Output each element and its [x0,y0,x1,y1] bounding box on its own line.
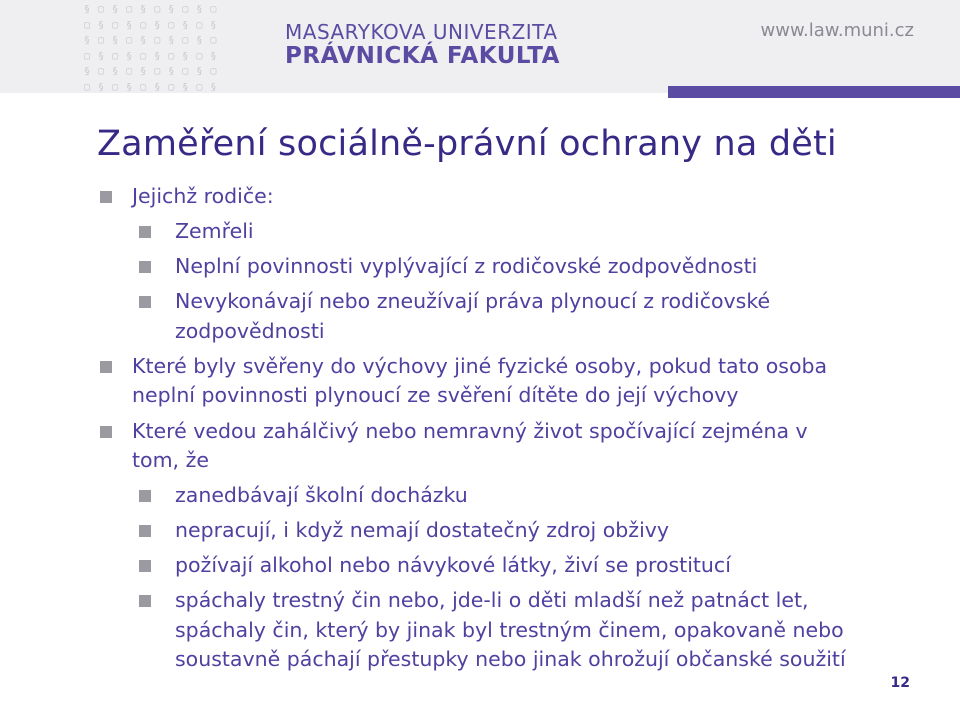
square-bullet-icon [139,296,151,308]
list-item-line: Nevykonávají nebo zneužívají práva plynoucí z rodičovské [175,289,771,314]
square-bullet-icon [139,595,151,607]
sub-list-item [175,551,731,581]
website-url[interactable]: www.law.muni.cz [760,20,914,41]
list-item-line: Které byly svěřeny do výchovy jiné fyzické osoby, pokud tato osoba [132,353,828,378]
list-item-line: Které vedou zahálčivý nebo nemravný život spočívající zejména v [132,418,808,443]
list-item-line: spáchaly trestný čin nebo, jde-li o děti mladší než patnáct let, [175,588,809,613]
sub-list-item [175,287,770,346]
square-bullet-icon [139,490,151,502]
list-item-line: zanedbávají školní docházku [175,483,468,508]
square-bullet-icon [100,426,112,438]
list-item-line: Zemřeli [175,219,254,244]
slide-title: Zaměření sociálně-právní ochrany na děti [97,124,837,164]
list-item-line: požívají alkohol nebo návykové látky, živí se prostitucí [175,553,731,578]
list-item-line: Neplní povinnosti vyplývající z rodičovské zodpovědnosti [175,254,758,279]
square-bullet-icon [139,560,151,572]
list-item-line: spáchaly čin, který by jinak byl trestným činem, opakovaně nebo [175,617,844,642]
list-item-line: soustavně páchají přestupky nebo jinak ohrožují občanské soužití [175,647,846,672]
header-band [0,0,960,93]
university-name: MASARYKOVA UNIVERZITA [285,20,558,44]
square-bullet-icon [100,361,112,373]
sub-list-item [175,217,254,247]
list-item [132,182,274,212]
faculty-name: PRÁVNICKÁ FAKULTA [285,43,560,69]
sub-list-item [175,252,757,282]
page-number: 12 [890,675,910,691]
sub-list-item [175,586,846,675]
sub-list-item [175,481,468,511]
list-item-line: neplní povinnosti plynoucí ze svěření dítěte do její výchovy [132,383,739,408]
sub-list-item [175,516,669,546]
square-bullet-icon [139,226,151,238]
square-bullet-icon [139,525,151,537]
list-item-line: tom, že [132,448,209,472]
section-symbol-pattern: § ▢ § ▢ § ▢ § ▢ § ▢ ▢ § ▢ § ▢ § ▢ § ▢ § § ▢ § ▢ § ▢ § ▢ § ▢ ▢ § ▢ § ▢ § ▢ § ▢ § § ▢ § ▢ § ▢ § ▢ § ▢ ▢ § ▢ § ▢ § ▢ § ▢ § [84,4,218,92]
accent-bar [668,86,960,98]
list-item [132,352,827,411]
square-bullet-icon [139,261,151,273]
list-item [132,417,808,476]
square-bullet-icon [100,191,112,203]
list-item-line: Jejichž rodiče: [132,184,274,208]
list-item-line: nepracují, i když nemají dostatečný zdroj obživy [175,518,670,543]
list-item-line: zodpovědnosti [175,318,325,343]
